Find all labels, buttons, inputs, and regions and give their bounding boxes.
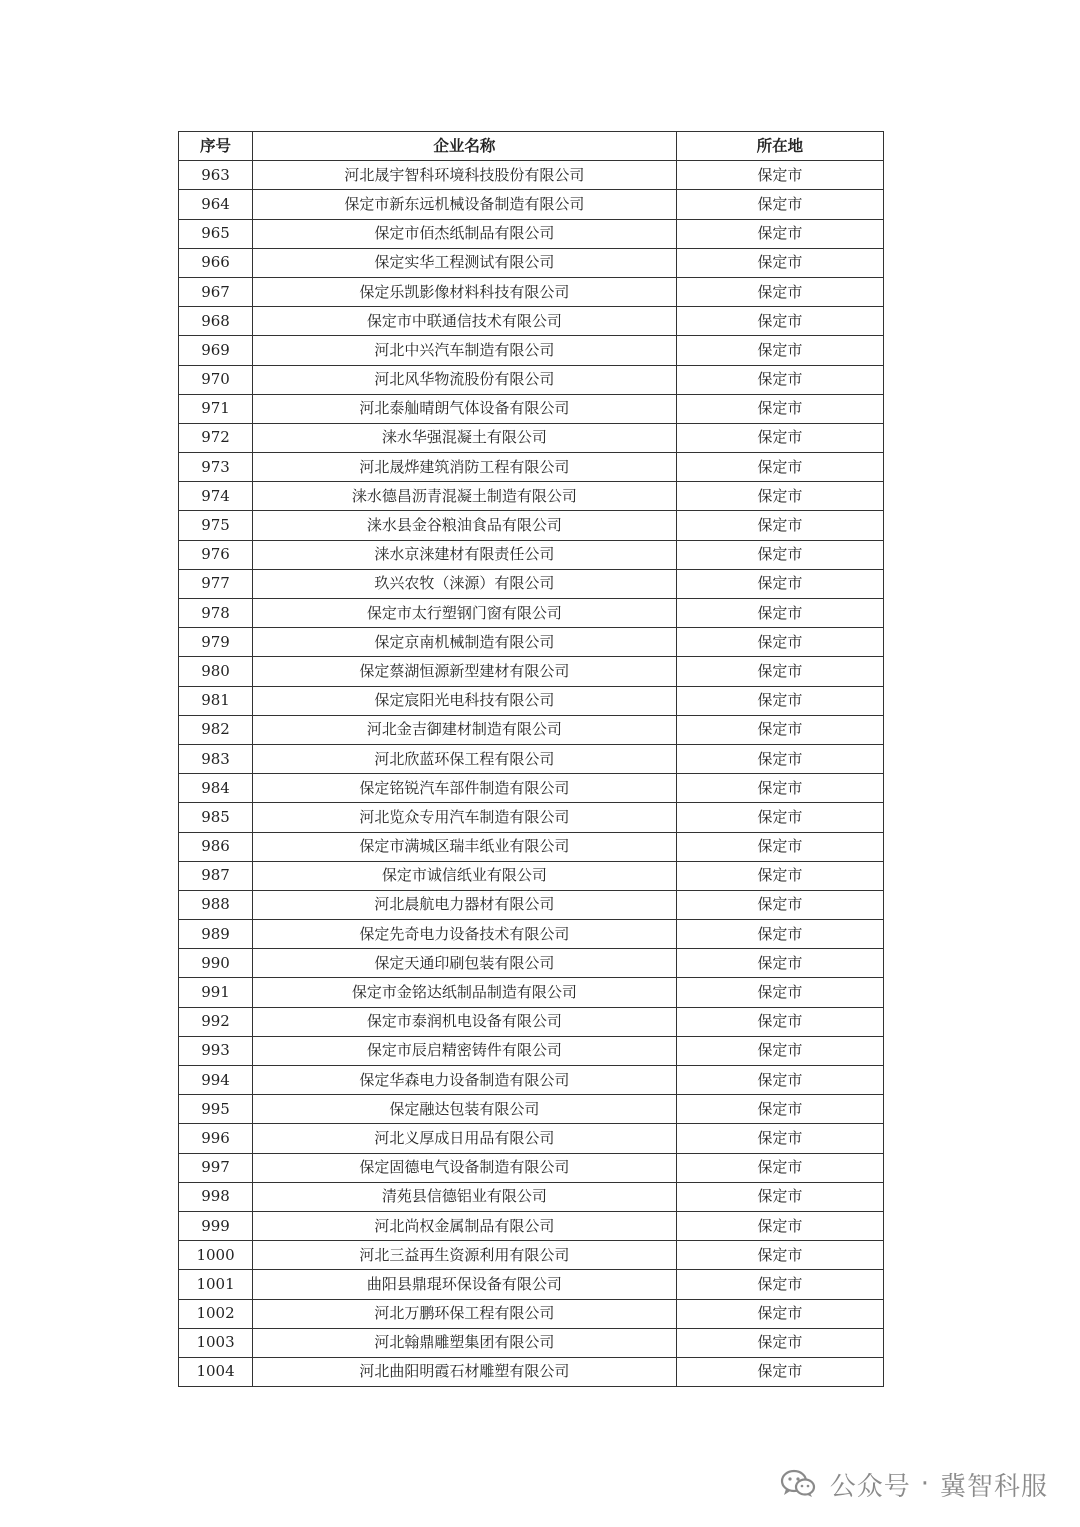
table-row xyxy=(179,628,884,657)
table-row xyxy=(179,219,884,248)
row-location-cell: 保定市 xyxy=(676,482,883,511)
row-seq-cell: 978 xyxy=(179,599,253,628)
table-row xyxy=(179,453,884,482)
row-location-cell: 保定市 xyxy=(676,161,883,190)
row-company-name-cell: 保定京南机械制造有限公司 xyxy=(253,628,677,657)
table-row xyxy=(179,1357,884,1386)
row-seq-cell: 997 xyxy=(179,1153,253,1182)
row-location-cell: 保定市 xyxy=(676,307,883,336)
row-company-name-cell: 保定市辰启精密铸件有限公司 xyxy=(253,1036,677,1065)
header-location: 所在地 xyxy=(676,132,883,161)
row-company-name-cell: 玖兴农牧（涞源）有限公司 xyxy=(253,569,677,598)
row-seq-cell: 973 xyxy=(179,453,253,482)
table-row xyxy=(179,744,884,773)
row-seq-cell: 969 xyxy=(179,336,253,365)
table-row xyxy=(179,774,884,803)
row-seq-cell: 994 xyxy=(179,1066,253,1095)
table-row xyxy=(179,1036,884,1065)
watermark-account: 冀智科服 xyxy=(939,1471,1048,1502)
row-company-name-cell: 涞水京涞建材有限责任公司 xyxy=(253,540,677,569)
row-seq-cell: 981 xyxy=(179,686,253,715)
row-seq-cell: 1003 xyxy=(179,1328,253,1357)
row-seq-cell: 968 xyxy=(179,307,253,336)
table-row xyxy=(179,832,884,861)
row-company-name-cell: 保定宸阳光电科技有限公司 xyxy=(253,686,677,715)
row-company-name-cell: 河北尚权金属制品有限公司 xyxy=(253,1211,677,1240)
row-location-cell: 保定市 xyxy=(676,628,883,657)
row-company-name-cell: 河北览众专用汽车制造有限公司 xyxy=(253,803,677,832)
table-row xyxy=(179,161,884,190)
table-row xyxy=(179,1007,884,1036)
row-seq-cell: 967 xyxy=(179,277,253,306)
row-location-cell: 保定市 xyxy=(676,861,883,890)
row-location-cell: 保定市 xyxy=(676,1124,883,1153)
row-location-cell: 保定市 xyxy=(676,453,883,482)
row-company-name-cell: 保定铭锐汽车部件制造有限公司 xyxy=(253,774,677,803)
row-seq-cell: 977 xyxy=(179,569,253,598)
row-seq-cell: 966 xyxy=(179,248,253,277)
row-location-cell: 保定市 xyxy=(676,1211,883,1240)
row-seq-cell: 976 xyxy=(179,540,253,569)
watermark-separator: · xyxy=(920,1469,930,1499)
row-company-name-cell: 保定市新东远机械设备制造有限公司 xyxy=(253,190,677,219)
row-company-name-cell: 河北义厚成日用品有限公司 xyxy=(253,1124,677,1153)
row-company-name-cell: 保定华森电力设备制造有限公司 xyxy=(253,1066,677,1095)
row-company-name-cell: 河北万鹏环保工程有限公司 xyxy=(253,1299,677,1328)
row-location-cell: 保定市 xyxy=(676,1182,883,1211)
row-company-name-cell: 保定市金铭达纸制品制造有限公司 xyxy=(253,978,677,1007)
row-company-name-cell: 保定天通印刷包装有限公司 xyxy=(253,949,677,978)
row-company-name-cell: 曲阳县鼎琨环保设备有限公司 xyxy=(253,1270,677,1299)
row-location-cell: 保定市 xyxy=(676,190,883,219)
table-row xyxy=(179,599,884,628)
row-seq-cell: 991 xyxy=(179,978,253,1007)
row-location-cell: 保定市 xyxy=(676,1357,883,1386)
table-row xyxy=(179,1095,884,1124)
table-row xyxy=(179,949,884,978)
row-location-cell: 保定市 xyxy=(676,832,883,861)
row-location-cell: 保定市 xyxy=(676,1036,883,1065)
row-seq-cell: 983 xyxy=(179,744,253,773)
row-seq-cell: 999 xyxy=(179,1211,253,1240)
table-row xyxy=(179,1182,884,1211)
row-seq-cell: 965 xyxy=(179,219,253,248)
wechat-icon xyxy=(780,1469,816,1499)
table-row xyxy=(179,190,884,219)
table-row xyxy=(179,248,884,277)
row-company-name-cell: 保定融达包装有限公司 xyxy=(253,1095,677,1124)
row-location-cell: 保定市 xyxy=(676,744,883,773)
row-company-name-cell: 河北晟宇智科环境科技股份有限公司 xyxy=(253,161,677,190)
row-seq-cell: 971 xyxy=(179,394,253,423)
row-company-name-cell: 保定市泰润机电设备有限公司 xyxy=(253,1007,677,1036)
row-location-cell: 保定市 xyxy=(676,774,883,803)
row-company-name-cell: 河北泰舢晴朗气体设备有限公司 xyxy=(253,394,677,423)
row-location-cell: 保定市 xyxy=(676,511,883,540)
row-company-name-cell: 保定市满城区瑞丰纸业有限公司 xyxy=(253,832,677,861)
row-location-cell: 保定市 xyxy=(676,336,883,365)
row-seq-cell: 989 xyxy=(179,920,253,949)
row-location-cell: 保定市 xyxy=(676,1270,883,1299)
row-location-cell: 保定市 xyxy=(676,686,883,715)
row-seq-cell: 987 xyxy=(179,861,253,890)
table-row xyxy=(179,307,884,336)
row-company-name-cell: 保定蔡湖恒源新型建材有限公司 xyxy=(253,657,677,686)
row-company-name-cell: 河北风华物流股份有限公司 xyxy=(253,365,677,394)
row-company-name-cell: 河北金吉御建材制造有限公司 xyxy=(253,715,677,744)
row-location-cell: 保定市 xyxy=(676,219,883,248)
header-seq: 序号 xyxy=(179,132,253,161)
table-row xyxy=(179,1124,884,1153)
table-row xyxy=(179,1270,884,1299)
row-location-cell: 保定市 xyxy=(676,599,883,628)
table-row xyxy=(179,920,884,949)
row-company-name-cell: 河北三益再生资源利用有限公司 xyxy=(253,1241,677,1270)
row-company-name-cell: 河北晟烨建筑消防工程有限公司 xyxy=(253,453,677,482)
row-company-name-cell: 保定固德电气设备制造有限公司 xyxy=(253,1153,677,1182)
row-seq-cell: 1000 xyxy=(179,1241,253,1270)
row-company-name-cell: 河北曲阳明霞石材雕塑有限公司 xyxy=(253,1357,677,1386)
table-row xyxy=(179,1328,884,1357)
table-row xyxy=(179,394,884,423)
row-seq-cell: 1002 xyxy=(179,1299,253,1328)
table-row xyxy=(179,890,884,919)
row-seq-cell: 964 xyxy=(179,190,253,219)
table-header-row xyxy=(179,132,884,161)
row-seq-cell: 992 xyxy=(179,1007,253,1036)
row-location-cell: 保定市 xyxy=(676,1153,883,1182)
watermark xyxy=(780,1462,1048,1506)
row-company-name-cell: 保定市太行塑钢门窗有限公司 xyxy=(253,599,677,628)
table-row xyxy=(179,540,884,569)
row-seq-cell: 974 xyxy=(179,482,253,511)
table-row xyxy=(179,336,884,365)
table-row xyxy=(179,423,884,452)
row-seq-cell: 996 xyxy=(179,1124,253,1153)
row-location-cell: 保定市 xyxy=(676,1241,883,1270)
row-seq-cell: 972 xyxy=(179,423,253,452)
row-company-name-cell: 涞水德昌沥青混凝土制造有限公司 xyxy=(253,482,677,511)
row-location-cell: 保定市 xyxy=(676,540,883,569)
row-location-cell: 保定市 xyxy=(676,1299,883,1328)
table-row xyxy=(179,482,884,511)
table-row xyxy=(179,715,884,744)
row-company-name-cell: 涞水华强混凝土有限公司 xyxy=(253,423,677,452)
row-location-cell: 保定市 xyxy=(676,248,883,277)
row-seq-cell: 979 xyxy=(179,628,253,657)
row-seq-cell: 998 xyxy=(179,1182,253,1211)
table-body xyxy=(179,161,884,1387)
table-row xyxy=(179,569,884,598)
row-seq-cell: 984 xyxy=(179,774,253,803)
row-company-name-cell: 河北晨航电力器材有限公司 xyxy=(253,890,677,919)
row-seq-cell: 995 xyxy=(179,1095,253,1124)
row-location-cell: 保定市 xyxy=(676,365,883,394)
row-location-cell: 保定市 xyxy=(676,277,883,306)
row-company-name-cell: 保定乐凯影像材料科技有限公司 xyxy=(253,277,677,306)
table-row xyxy=(179,803,884,832)
row-location-cell: 保定市 xyxy=(676,657,883,686)
table-row xyxy=(179,1211,884,1240)
row-location-cell: 保定市 xyxy=(676,1007,883,1036)
row-location-cell: 保定市 xyxy=(676,1066,883,1095)
table-row xyxy=(179,861,884,890)
row-location-cell: 保定市 xyxy=(676,1328,883,1357)
row-seq-cell: 1001 xyxy=(179,1270,253,1299)
row-seq-cell: 963 xyxy=(179,161,253,190)
company-list-table xyxy=(178,131,884,1387)
row-seq-cell: 986 xyxy=(179,832,253,861)
row-seq-cell: 993 xyxy=(179,1036,253,1065)
row-company-name-cell: 保定实华工程测试有限公司 xyxy=(253,248,677,277)
row-location-cell: 保定市 xyxy=(676,949,883,978)
row-seq-cell: 985 xyxy=(179,803,253,832)
row-seq-cell: 970 xyxy=(179,365,253,394)
row-seq-cell: 982 xyxy=(179,715,253,744)
row-location-cell: 保定市 xyxy=(676,569,883,598)
row-location-cell: 保定市 xyxy=(676,394,883,423)
table-row xyxy=(179,1066,884,1095)
row-company-name-cell: 涞水县金谷粮油食品有限公司 xyxy=(253,511,677,540)
row-company-name-cell: 保定市佰杰纸制品有限公司 xyxy=(253,219,677,248)
row-company-name-cell: 保定先奇电力设备技术有限公司 xyxy=(253,920,677,949)
table-row xyxy=(179,978,884,1007)
table-row xyxy=(179,1299,884,1328)
row-location-cell: 保定市 xyxy=(676,890,883,919)
watermark-platform: 公众号 xyxy=(829,1471,911,1502)
row-seq-cell: 1004 xyxy=(179,1357,253,1386)
table-row xyxy=(179,511,884,540)
row-seq-cell: 975 xyxy=(179,511,253,540)
row-company-name-cell: 清苑县信德铝业有限公司 xyxy=(253,1182,677,1211)
row-company-name-cell: 河北欣蓝环保工程有限公司 xyxy=(253,744,677,773)
table-row xyxy=(179,1153,884,1182)
table-row xyxy=(179,365,884,394)
header-company-name: 企业名称 xyxy=(253,132,677,161)
table-row xyxy=(179,277,884,306)
row-seq-cell: 980 xyxy=(179,657,253,686)
row-location-cell: 保定市 xyxy=(676,803,883,832)
row-company-name-cell: 河北翰鼎雕塑集团有限公司 xyxy=(253,1328,677,1357)
row-location-cell: 保定市 xyxy=(676,423,883,452)
row-location-cell: 保定市 xyxy=(676,715,883,744)
row-seq-cell: 988 xyxy=(179,890,253,919)
table-row xyxy=(179,657,884,686)
row-location-cell: 保定市 xyxy=(676,978,883,1007)
row-company-name-cell: 河北中兴汽车制造有限公司 xyxy=(253,336,677,365)
row-location-cell: 保定市 xyxy=(676,1095,883,1124)
row-location-cell: 保定市 xyxy=(676,920,883,949)
row-seq-cell: 990 xyxy=(179,949,253,978)
row-company-name-cell: 保定市中联通信技术有限公司 xyxy=(253,307,677,336)
table-row xyxy=(179,1241,884,1270)
row-company-name-cell: 保定市诚信纸业有限公司 xyxy=(253,861,677,890)
table-row xyxy=(179,686,884,715)
